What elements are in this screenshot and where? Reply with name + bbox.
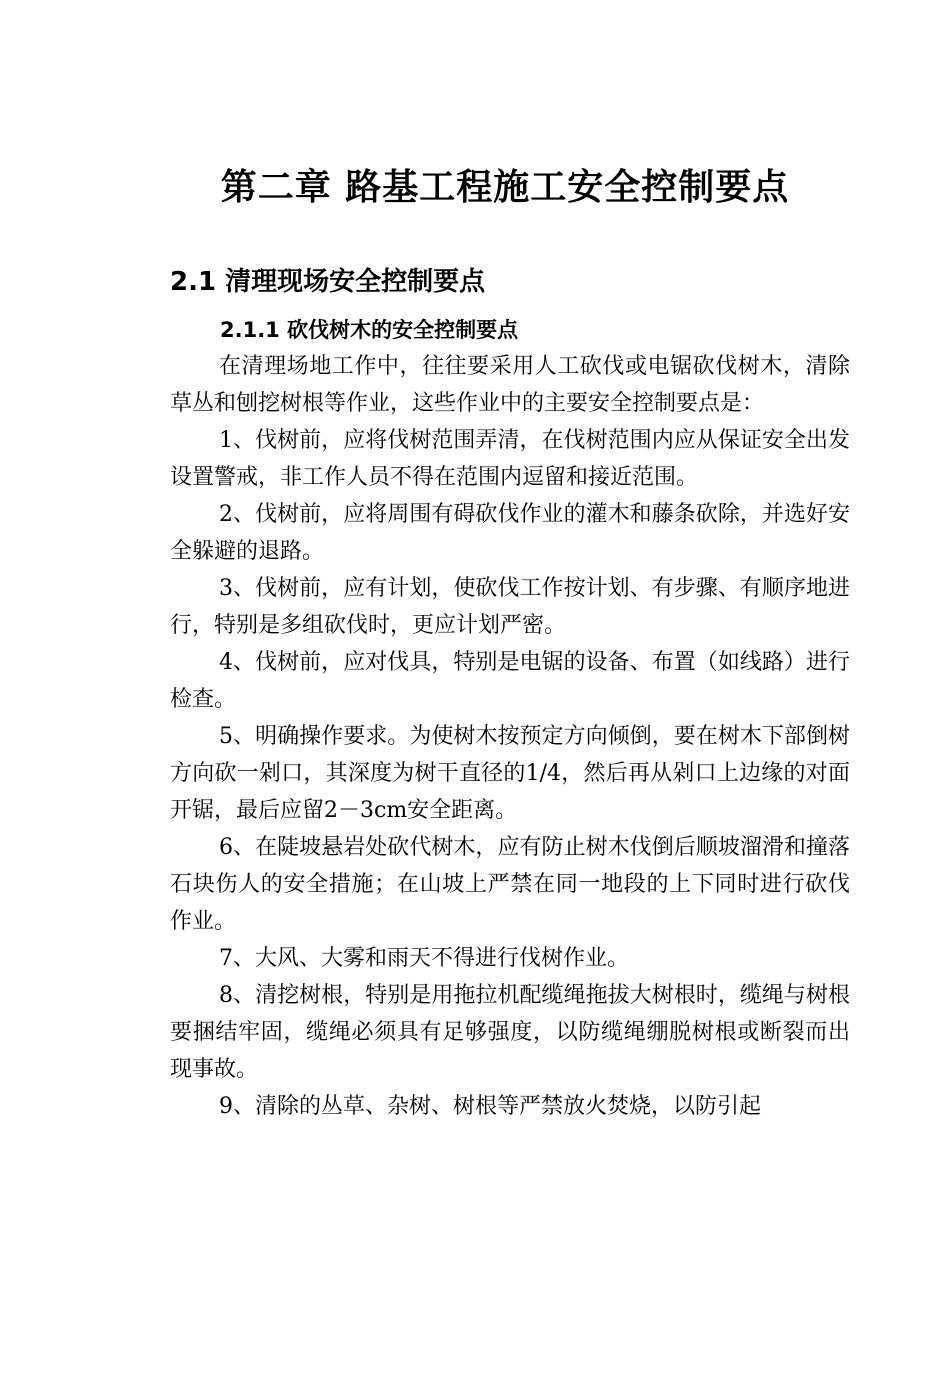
list-item-3: 3、伐树前，应有计划，使砍伐工作按计划、有步骤、有顺序地进行，特别是多组砍伐时，更应计划严密。 — [170, 576, 850, 638]
intro-paragraph: 在清理场地工作中，往往要采用人工砍伐或电锯砍伐树木，清除草丛和刨挖树根等作业，这些作业中的主要安全控制要点是： — [170, 354, 850, 416]
body-text — [170, 348, 850, 1125]
list-item-7: 7、大风、大雾和雨天不得进行伐树作业。 — [219, 946, 629, 971]
list-item-1: 1、伐树前，应将伐树范围弄清，在伐树范围内应从保证安全出发设置警戒，非工作人员不得在范围内逗留和接近范围。 — [170, 428, 850, 490]
chapter-title: 第二章 路基工程施工安全控制要点 — [220, 167, 790, 208]
list-item-4: 4、伐树前，应对伐具，特别是电锯的设备、布置（如线路）进行检查。 — [170, 650, 850, 712]
list-item-9: 9、清除的丛草、杂树、树根等严禁放火焚烧，以防引起 — [219, 1094, 761, 1119]
list-item-6: 6、在陡坡悬岩处砍代树木，应有防止树木伐倒后顺坡溜滑和撞落石块伤人的安全措施；在山坡上严禁在同一地段的上下同时进行砍伐作业。 — [170, 835, 850, 934]
subsection-title: 2.1.1 砍伐树木的安全控制要点 — [220, 318, 519, 342]
list-item-8: 8、清挖树根，特别是用拖拉机配缆绳拖拔大树根时，缆绳与树根要捆结牢固，缆绳必须具有足够强度，以防缆绳绷脱树根或断裂而出现事故。 — [170, 983, 850, 1082]
section-title: 2.1 清理现场安全控制要点 — [170, 267, 486, 297]
list-item-5: 5、明确操作要求。为使树木按预定方向倾倒，要在树木下部倒树方向砍一剁口，其深度为树干直径的1/4，然后再从剁口上边缘的对面开锯，最后应留2－3cm安全距离。 — [170, 724, 850, 823]
list-item-2: 2、伐树前，应将周围有碍砍伐作业的灌木和藤条砍除，并选好安全躲避的退路。 — [170, 502, 850, 564]
